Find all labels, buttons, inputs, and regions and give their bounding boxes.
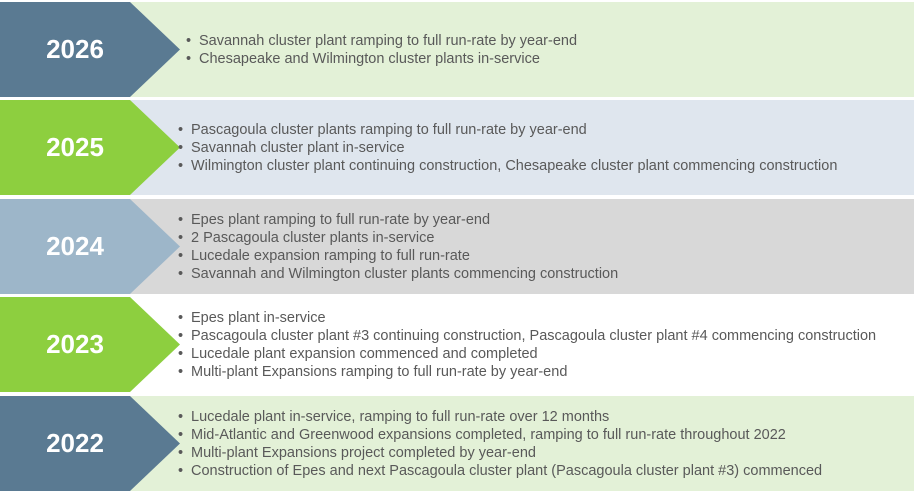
- bullet-icon: •: [178, 408, 184, 425]
- bullet-icon: •: [178, 157, 184, 174]
- milestone-item: [178, 157, 910, 175]
- milestone-text: Chesapeake and Wilmington cluster plants in-service: [199, 50, 540, 67]
- milestone-text: Epes plant in-service: [191, 309, 326, 326]
- bullet-icon: •: [186, 50, 192, 67]
- timeline-row-2023: [0, 297, 914, 392]
- bullet-icon: •: [178, 444, 184, 461]
- bullet-icon: •: [178, 462, 184, 479]
- milestone-list: [186, 2, 910, 97]
- bullet-icon: •: [178, 363, 184, 380]
- milestone-text: Epes plant ramping to full run-rate by year-end: [191, 211, 491, 228]
- timeline-row-2022: [0, 396, 914, 491]
- milestone-item: [178, 444, 910, 462]
- milestone-text: Lucedale expansion ramping to full run-rate: [191, 247, 470, 264]
- milestone-item: [178, 426, 910, 444]
- timeline-row-2026: [0, 2, 914, 97]
- bullet-icon: •: [178, 247, 184, 264]
- year-label: 2023: [46, 329, 104, 359]
- bullet-icon: •: [178, 309, 184, 326]
- milestone-item: [178, 265, 910, 283]
- bullet-icon: •: [186, 32, 192, 49]
- milestone-item: [178, 121, 910, 139]
- bullet-icon: •: [178, 265, 184, 282]
- bullet-icon: •: [178, 345, 184, 362]
- milestone-text: Savannah and Wilmington cluster plants commencing construction: [191, 265, 619, 282]
- milestone-list: [178, 100, 910, 195]
- milestone-item: [186, 50, 910, 68]
- milestone-item: [178, 363, 910, 381]
- milestone-item: [178, 309, 910, 327]
- milestone-item: [178, 247, 910, 265]
- milestone-text: Lucedale plant in-service, ramping to full run-rate over 12 months: [191, 408, 610, 425]
- milestone-text: Construction of Epes and next Pascagoula cluster plant (Pascagoula cluster plant #3) commenced: [191, 462, 823, 479]
- milestone-list: [178, 297, 910, 392]
- milestone-text: Wilmington cluster plant continuing construction, Chesapeake cluster plant commencing construction: [191, 157, 838, 174]
- milestone-item: [178, 327, 910, 345]
- year-label: 2022: [46, 428, 104, 458]
- milestone-text: Savannah cluster plant ramping to full run-rate by year-end: [199, 32, 578, 49]
- milestone-text: Pascagoula cluster plants ramping to full run-rate by year-end: [191, 121, 587, 138]
- year-label: 2025: [46, 132, 104, 162]
- milestone-list: [178, 396, 910, 491]
- milestone-text: Pascagoula cluster plant #3 continuing construction, Pascagoula cluster plant #4 commencing construction: [191, 327, 877, 344]
- milestone-text: Savannah cluster plant in-service: [191, 139, 405, 156]
- milestone-text: 2 Pascagoula cluster plants in-service: [191, 229, 435, 246]
- bullet-icon: •: [178, 426, 184, 443]
- milestone-item: [178, 229, 910, 247]
- milestone-text: Mid-Atlantic and Greenwood expansions completed, ramping to full run-rate throughout 2022: [191, 426, 786, 443]
- milestone-item: [186, 32, 910, 50]
- milestone-item: [178, 345, 910, 363]
- milestone-item: [178, 211, 910, 229]
- bullet-icon: •: [178, 327, 184, 344]
- bullet-icon: •: [178, 139, 184, 156]
- year-label: 2024: [46, 231, 104, 261]
- milestone-text: Multi-plant Expansions ramping to full run-rate by year-end: [191, 363, 568, 380]
- timeline-row-2024: [0, 199, 914, 294]
- milestone-item: [178, 408, 910, 426]
- year-label: 2026: [46, 34, 104, 64]
- milestone-text: Lucedale plant expansion commenced and completed: [191, 345, 538, 362]
- milestone-text: Multi-plant Expansions project completed by year-end: [191, 444, 536, 461]
- bullet-icon: •: [178, 121, 184, 138]
- milestone-item: [178, 139, 910, 157]
- bullet-icon: •: [178, 229, 184, 246]
- bullet-icon: •: [178, 211, 184, 228]
- timeline-row-2025: [0, 100, 914, 195]
- milestone-item: [178, 462, 910, 480]
- milestone-list: [178, 199, 910, 294]
